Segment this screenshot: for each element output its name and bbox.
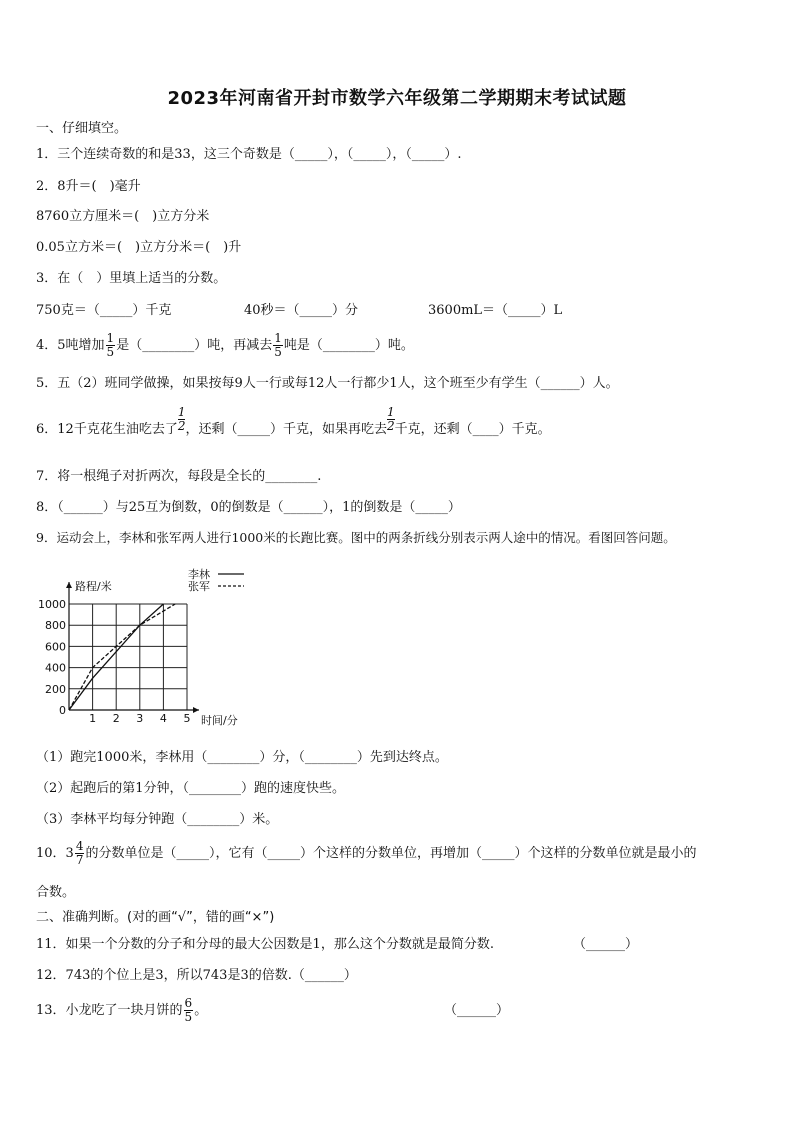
y-axis-arrow — [66, 582, 72, 588]
fraction-numerator: 1 — [274, 331, 282, 346]
y-axis-label: 路程/米 — [75, 580, 112, 593]
fraction-numerator: 6 — [184, 996, 193, 1011]
question-13 — [36, 993, 207, 1029]
legend-label: 张军 — [188, 580, 210, 593]
question-10 — [36, 836, 696, 872]
x-tick-label: 3 — [136, 712, 144, 725]
answer-blank[interactable]: （______） — [573, 937, 639, 952]
question-12: 12．743的个位上是3，所以743是3的倍数.（______） — [36, 968, 357, 983]
fraction-denominator: 2 — [386, 419, 395, 433]
fraction — [106, 332, 116, 358]
legend-label: 李林 — [188, 568, 210, 581]
x-tick-label: 4 — [159, 712, 167, 725]
question-4 — [36, 328, 414, 364]
y-tick-label: 600 — [45, 640, 66, 654]
fraction-numerator: 4 — [75, 839, 84, 854]
question-2b: 8760立方厘米＝( )立方分米 — [36, 209, 210, 224]
question-13-pre: 13．小龙吃了一块月饼的 — [36, 1003, 183, 1018]
question-6-post: 千克，还剩（____）千克。 — [394, 422, 551, 437]
y-tick-label: 400 — [45, 661, 66, 675]
x-axis-arrow — [193, 707, 199, 713]
question-4-mid: 是（________）吨，再减去 — [116, 338, 273, 353]
fraction — [387, 406, 395, 432]
question-13-post: 。 — [194, 1003, 208, 1018]
fraction — [178, 406, 186, 432]
fraction-denominator: 5 — [184, 1010, 193, 1024]
question-9-3: （3）李林平均每分钟跑（________）米。 — [36, 812, 279, 827]
fraction-numerator: 1 — [386, 405, 395, 420]
fraction-numerator: 1 — [106, 331, 115, 346]
question-7: 7．将一根绳子对折两次，每段是全长的________. — [36, 469, 322, 484]
question-9-1: （1）跑完1000米，李林用（________）分，（________）先到达终点。 — [36, 750, 448, 765]
y-tick-label: 800 — [45, 619, 66, 633]
question-2c: 0.05立方米＝( )立方分米＝( )升 — [36, 240, 242, 255]
x-tick-label: 1 — [89, 712, 97, 725]
fraction-denominator: 7 — [75, 853, 84, 867]
question-5: 5．五（2）班同学做操，如果按每9人一行或每12人一行都少1人，这个班至少有学生（______）人。 — [36, 376, 619, 391]
answer-blank[interactable]: （______） — [444, 1003, 510, 1018]
question-6 — [36, 405, 551, 448]
fraction — [184, 997, 194, 1023]
distance-time-chart — [36, 566, 276, 731]
question-10-post: 的分数单位是（_____），它有（_____）个这样的分数单位，再增加（_____）个这样的分数单位就是最小的 — [85, 846, 697, 861]
question-9: 9．运动会上，李林和张军两人进行1000米的长跑比赛。图中的两条折线分别表示两人途中的情况。看图回答问题。 — [36, 530, 676, 545]
fraction-denominator: 5 — [106, 345, 115, 359]
section-heading-fill: 一、仔细填空。 — [36, 121, 128, 136]
question-6-pre: 6．12千克花生油吃去了 — [36, 422, 178, 437]
fraction — [273, 332, 283, 358]
x-axis-label: 时间/分 — [201, 714, 238, 727]
fraction-denominator: 2 — [177, 419, 186, 433]
question-2a: 2．8升＝( )毫升 — [36, 179, 141, 194]
question-10-continued: 合数。 — [36, 885, 76, 900]
question-1: 1．三个连续奇数的和是33，这三个奇数是（_____），（_____），（_____）. — [36, 147, 462, 162]
question-3b: 40秒＝（_____）分 — [244, 303, 359, 318]
question-4-post: 吨是（________）吨。 — [283, 338, 414, 353]
question-9-2: （2）起跑后的第1分钟，（________）跑的速度快些。 — [36, 781, 346, 796]
x-tick-label: 5 — [183, 712, 191, 725]
fraction-numerator: 1 — [177, 405, 186, 420]
chart-svg — [36, 566, 276, 731]
question-10-pre: 10．3 — [36, 846, 74, 861]
question-8: 8．（______）与25互为倒数，0的倒数是（______），1的倒数是（_____） — [36, 500, 461, 515]
question-11: 11．如果一个分数的分子和分母的最大公因数是1，那么这个分数就是最简分数. — [36, 937, 494, 952]
section-heading-judge: 二、准确判断。(对的画“√”，错的画“×”) — [36, 910, 275, 925]
x-tick-label: 2 — [112, 712, 120, 725]
question-6-mid: ，还剩（_____）千克，如果再吃去 — [185, 422, 387, 437]
page-title: 2023年河南省开封市数学六年级第二学期期末考试试题 — [167, 88, 627, 109]
y-tick-label: 0 — [59, 704, 66, 717]
y-tick-label: 200 — [45, 682, 66, 696]
question-3a: 750克＝（_____）千克 — [36, 303, 172, 318]
series-line-2 — [69, 604, 175, 710]
question-3: 3．在（ ）里填上适当的分数。 — [36, 271, 227, 286]
question-4-pre: 4．5吨增加 — [36, 338, 105, 353]
fraction-denominator: 5 — [274, 345, 282, 359]
fraction — [75, 840, 85, 866]
y-tick-label: 1000 — [38, 598, 66, 611]
question-3c: 3600mL＝（_____）L — [428, 303, 563, 318]
